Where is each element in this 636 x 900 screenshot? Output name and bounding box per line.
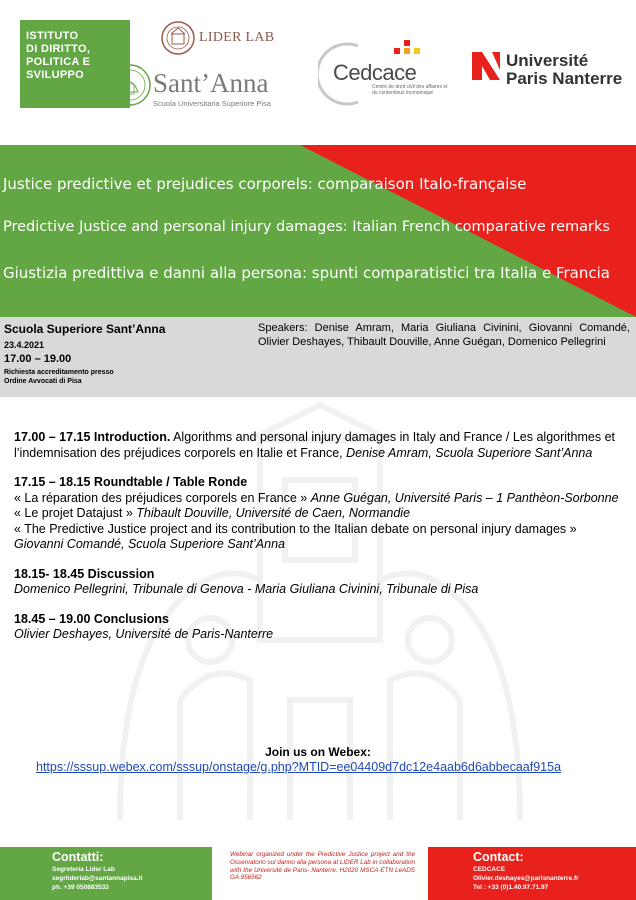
contact-email[interactable]: segrliderlab@santannapisa.it xyxy=(52,875,143,882)
nanterre-line: Université xyxy=(506,51,589,70)
nanterre-line: Paris Nanterre xyxy=(506,69,623,88)
title-banner xyxy=(0,145,636,317)
lider-lab-label: LIDER LAB xyxy=(199,30,275,45)
cedcace-name: Cedcace xyxy=(333,60,417,85)
nanterre-name xyxy=(506,52,622,88)
istituto-line: SVILUPPO xyxy=(26,69,85,81)
contact-office: CEDCACE xyxy=(473,866,506,873)
roundtable-item xyxy=(14,506,624,522)
school-name: Scuola Superiore Sant’Anna xyxy=(4,322,166,336)
accreditation-line: Richiesta accreditamento presso xyxy=(4,369,114,376)
contact-office: Segreteria Lider Lab xyxy=(52,866,115,873)
footer-note-block xyxy=(212,847,428,900)
roundtable-item-speaker: Giovanni Comandé, Scuola Superiore Sant’Anna xyxy=(14,537,286,551)
contact-heading: Contatti: xyxy=(52,850,104,864)
cedcace-subtitle: Centre de droit civil des affaires et du contentieux économique xyxy=(372,84,448,96)
lider-lab-seal-icon xyxy=(160,18,196,58)
conclusions-heading: 18.45 – 19.00 Conclusions xyxy=(14,611,169,626)
istituto-line: POLITICA E xyxy=(26,56,91,68)
speakers-list: Speakers: Denise Amram, Maria Giuliana Civinini, Giovanni Comandé, Olivier Deshayes, Thibault Douville, Anne Guégan, Domenico Pellegrini xyxy=(258,322,630,348)
istituto-line: DI DIRITTO, xyxy=(26,43,91,55)
programme xyxy=(14,430,624,657)
title-english: Predictive Justice and personal injury damages: Italian French comparative remarks xyxy=(3,219,610,235)
istituto-line: ISTITUTO xyxy=(26,30,79,42)
programme-roundtable xyxy=(14,475,624,553)
roundtable-item xyxy=(14,491,624,507)
nanterre-logo-icon xyxy=(470,50,502,82)
roundtable-item-title: « The Predictive Justice project and its contribution to the Italian debate on personal injury damages » xyxy=(14,521,577,536)
contact-heading: Contact: xyxy=(473,850,524,864)
roundtable-item-title: « La réparation des préjudices corporels en France » xyxy=(14,490,311,505)
istituto-text xyxy=(26,30,90,82)
programme-conclusions xyxy=(14,612,624,643)
title-french: Justice predictive et prejudices corporels: comparaison Italo-française xyxy=(3,175,527,193)
webex-label: Join us on Webex: xyxy=(265,745,371,759)
programme-discussion xyxy=(14,567,624,598)
accreditation-note xyxy=(4,368,154,386)
footer xyxy=(0,847,636,900)
title-italian: Giustizia predittiva e danni alla persona: spunti comparatistici tra Italia e Francia xyxy=(3,264,610,282)
santanna-name: Sant’Anna xyxy=(153,68,269,98)
roundtable-item xyxy=(14,522,624,553)
roundtable-heading: 17.15 – 18.15 Roundtable / Table Ronde xyxy=(14,475,248,489)
roundtable-item-speaker: Anne Guégan, Université Paris – 1 Panthèon-Sorbonne xyxy=(310,490,619,505)
introduction-heading: 17.00 – 17.15 Introduction. xyxy=(14,430,171,444)
event-date: 23.4.2021 xyxy=(4,340,45,350)
conclusions-speaker: Olivier Deshayes, Université de Paris-Nanterre xyxy=(14,627,274,641)
contact-phone: ph. +39 050883533 xyxy=(52,884,109,891)
footer-note: Webinar organized under the Predictive Justice project and the Osservatorio sul danno alla persona at LIDER Lab in collaboration with the Université de Paris- Nanterre. H2020 MSCA-ETN LeADS GA 956562 xyxy=(230,851,415,882)
santanna-subtitle: Scuola Universitaria Superiore Pisa xyxy=(153,99,271,108)
info-bar xyxy=(0,317,636,397)
roundtable-item-speaker: Thibault Douville, Université de Caen, Normandie xyxy=(136,506,411,520)
header xyxy=(0,0,636,142)
contact-phone: Tel : +33 (0)1.40.97.71.97 xyxy=(473,884,549,891)
roundtable-item-title: « Le projet Datajust » xyxy=(14,506,137,520)
accreditation-line: Ordine Avvocati di Pisa xyxy=(4,378,82,385)
discussion-heading: 18.15- 18.45 Discussion xyxy=(14,566,155,581)
santanna-seal-icon xyxy=(108,62,152,108)
footer-contact-italy xyxy=(0,847,212,900)
webex-link[interactable]: https://sssup.webex.com/sssup/onstage/g.php?MTID=ee04409d7dc12e4aab6d6abbecaaf915a xyxy=(36,760,562,774)
discussion-speakers: Domenico Pellegrini, Tribunale di Genova - Maria Giuliana Civinini, Tribunale di Pisa xyxy=(14,582,479,596)
programme-introduction xyxy=(14,430,624,461)
footer-contact-france xyxy=(428,847,636,900)
introduction-speaker: Denise Amram, Scuola Superiore Sant’Anna xyxy=(346,445,593,460)
event-time: 17.00 – 19.00 xyxy=(4,353,72,365)
contact-email[interactable]: Olivier.deshayes@parisnanterre.fr xyxy=(473,875,579,882)
introduction-text: Algorithms and personal injury damages in Italy and France / Les algorithmes et l’indemnisation des préjudices corporels en Italie et France, xyxy=(14,430,615,460)
